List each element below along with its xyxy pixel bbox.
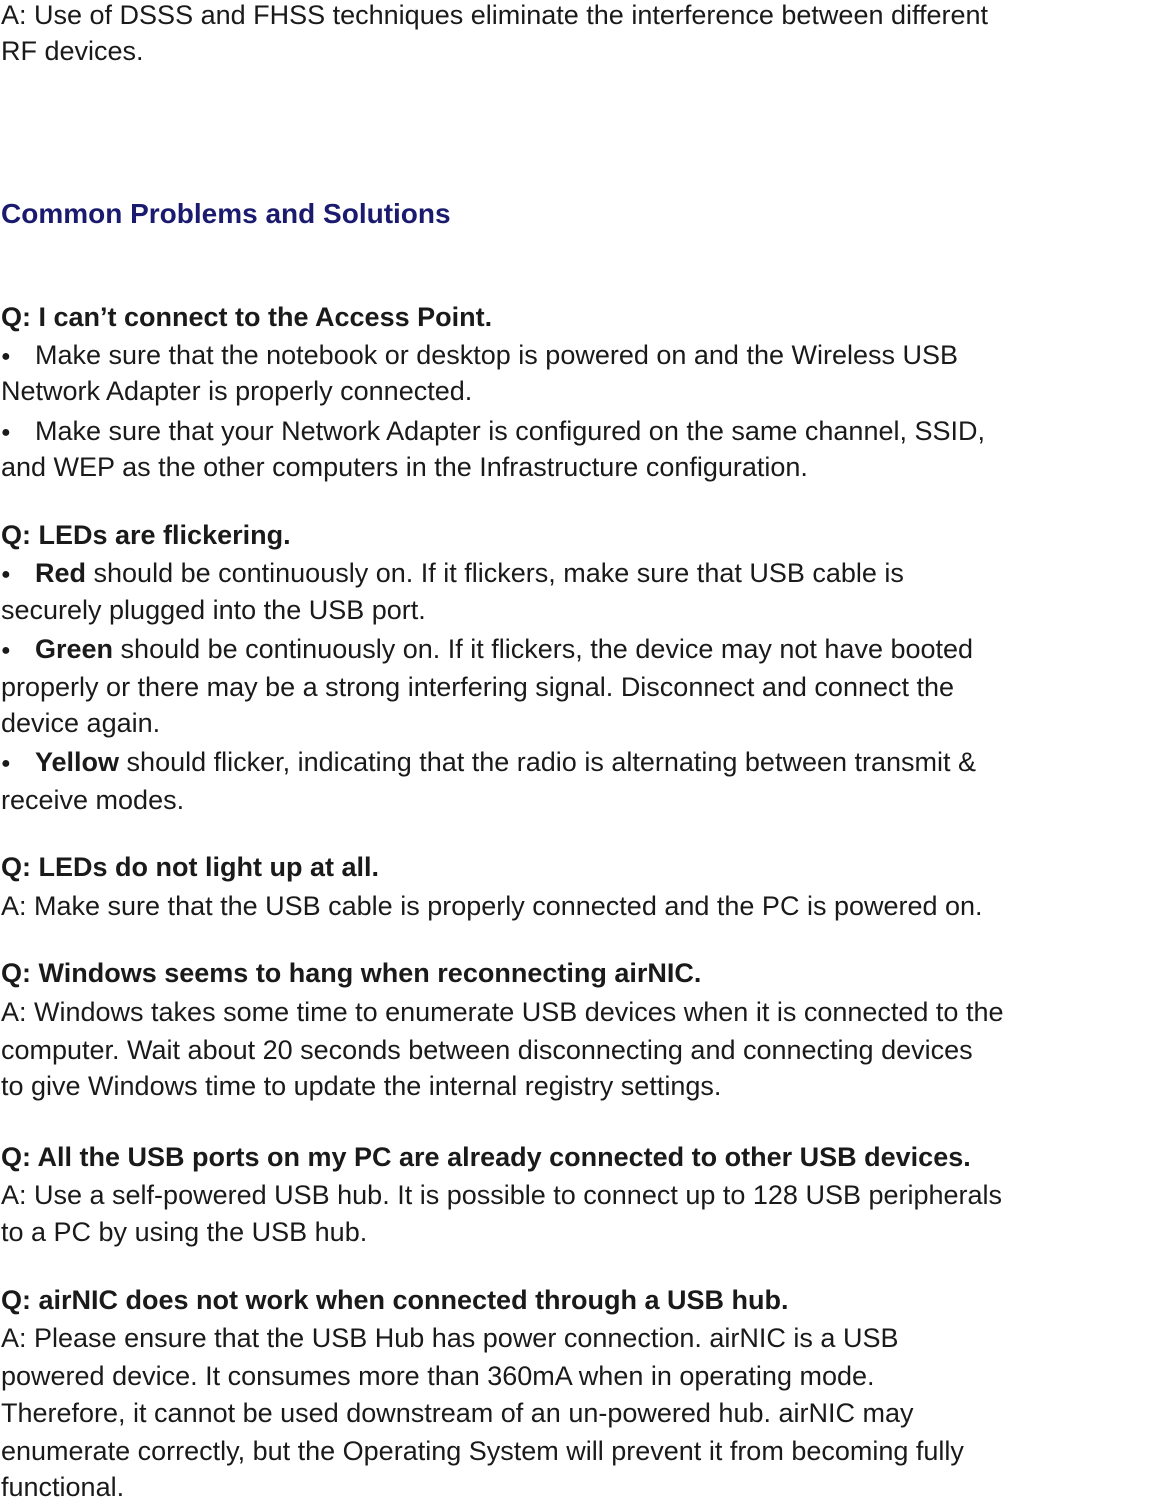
q4-answer-line-1: A: Windows takes some time to enumerate USB devices when it is connected to the — [1, 997, 1004, 1027]
q2-yellow-line-1 — [1, 744, 976, 781]
q6-answer-line-3: Therefore, it cannot be used downstream of an un-powered hub. airNIC may — [1, 1398, 914, 1428]
q2-green-text: should be continuously on. If it flickers, the device may not have booted — [113, 634, 974, 664]
q2-red-line-1 — [1, 555, 904, 592]
question-windows-hang: Q: Windows seems to hang when reconnecting airNIC. — [1, 958, 702, 988]
q2-green-line-3: device again. — [1, 708, 161, 738]
section-heading: Common Problems and Solutions — [1, 198, 451, 229]
led-green-label: Green — [35, 634, 114, 664]
q2-red-line-2: securely plugged into the USB port. — [1, 595, 426, 625]
q4-answer-line-3: to give Windows time to update the internal registry settings. — [1, 1071, 722, 1101]
q2-red-text: should be continuously on. If it flickers, make sure that USB cable is — [86, 558, 904, 588]
q5-answer-line-2: to a PC by using the USB hub. — [1, 1217, 368, 1247]
bullet-icon: ● — [1, 566, 11, 583]
bullet-icon: ● — [1, 642, 11, 659]
q6-answer-line-2: powered device. It consumes more than 360mA when in operating mode. — [1, 1361, 875, 1391]
led-red-label: Red — [35, 558, 87, 588]
q5-answer-line-1: A: Use a self-powered USB hub. It is possible to connect up to 128 USB peripherals — [1, 1180, 1003, 1210]
q2-green-line-1 — [1, 631, 973, 668]
bullet-icon: ● — [1, 348, 11, 365]
q2-green-line-2: properly or there may be a strong interfering signal. Disconnect and connect the — [1, 672, 955, 702]
question-leds-flickering: Q: LEDs are flickering. — [1, 520, 291, 550]
q2-yellow-text: should flicker, indicating that the radio is alternating between transmit & — [119, 747, 977, 777]
q1-bullet-1-line-1 — [1, 337, 958, 374]
bullet-icon: ● — [1, 755, 11, 772]
q3-answer-line-1: A: Make sure that the USB cable is properly connected and the PC is powered on. — [1, 891, 983, 921]
q1-bullet-2-line-1 — [1, 413, 985, 450]
q1-bullet-2-line-2: and WEP as the other computers in the Infrastructure configuration. — [1, 452, 808, 482]
question-leds-not-lit: Q: LEDs do not light up at all. — [1, 852, 379, 882]
q1-bullet-1-text: Make sure that the notebook or desktop is powered on and the Wireless USB — [35, 340, 959, 370]
question-usb-ports-full: Q: All the USB ports on my PC are already connected to other USB devices. — [1, 1142, 971, 1172]
question-cant-connect: Q: I can’t connect to the Access Point. — [1, 302, 493, 332]
intro-answer-line-1: A: Use of DSSS and FHSS techniques eliminate the interference between different — [1, 0, 989, 30]
q2-yellow-line-2: receive modes. — [1, 785, 185, 815]
q6-answer-line-1: A: Please ensure that the USB Hub has power connection. airNIC is a USB — [1, 1323, 899, 1353]
q4-answer-line-2: computer. Wait about 20 seconds between disconnecting and connecting devices — [1, 1035, 973, 1065]
led-yellow-label: Yellow — [35, 747, 120, 777]
bullet-icon: ● — [1, 424, 11, 441]
q1-bullet-1-line-2: Network Adapter is properly connected. — [1, 376, 473, 406]
q6-answer-line-5: functional. — [1, 1472, 125, 1502]
question-usb-hub: Q: airNIC does not work when connected through a USB hub. — [1, 1285, 789, 1315]
intro-answer-line-2: RF devices. — [1, 36, 144, 66]
q6-answer-line-4: enumerate correctly, but the Operating System will prevent it from becoming fully — [1, 1436, 964, 1466]
q1-bullet-2-text: Make sure that your Network Adapter is configured on the same channel, SSID, — [35, 416, 985, 446]
